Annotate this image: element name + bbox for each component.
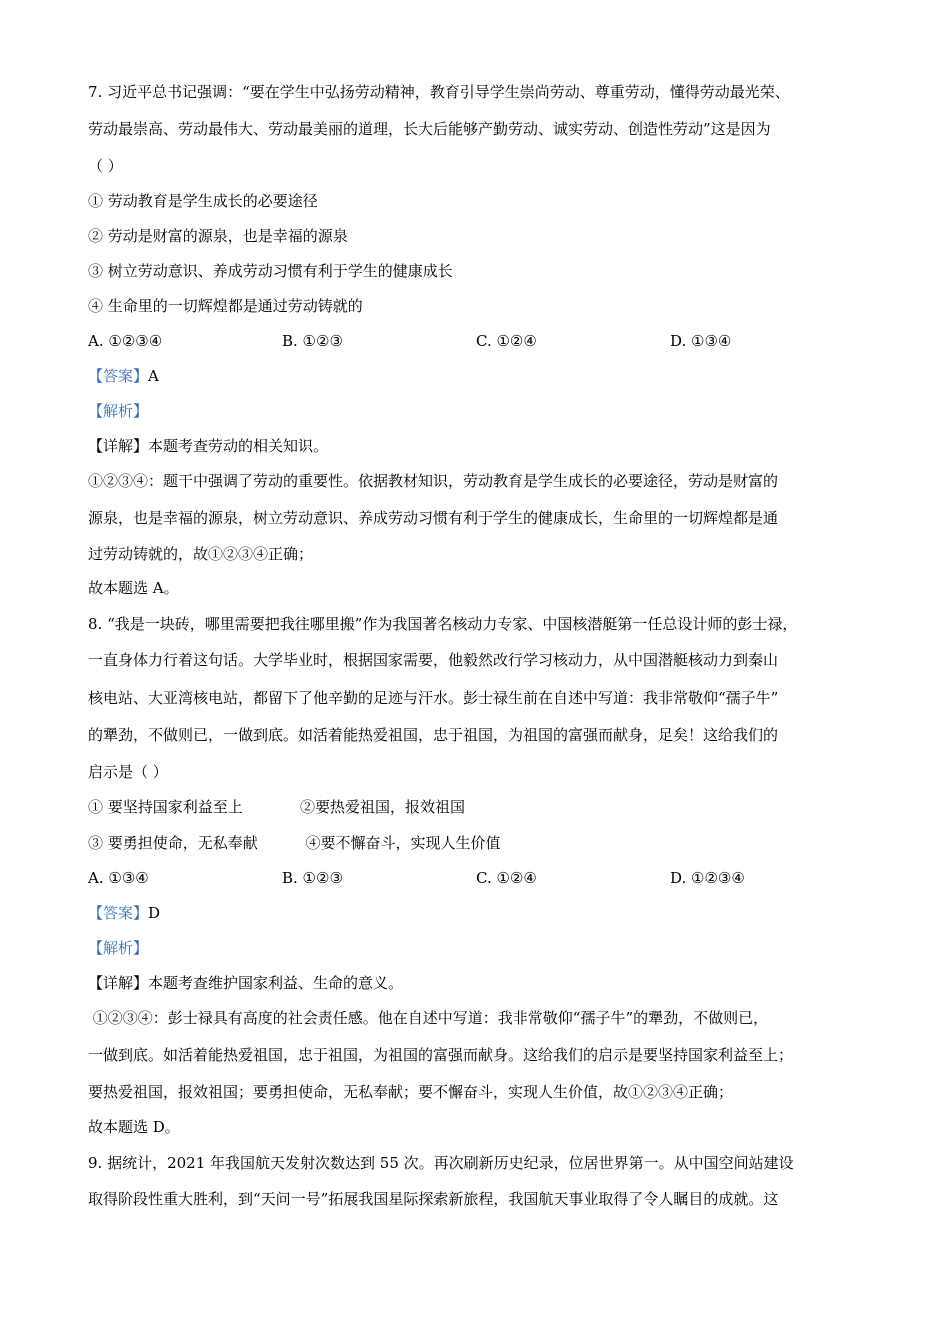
q7-statement-3: ③ 树立劳动意识、养成劳动习惯有利于学生的健康成长	[88, 262, 453, 280]
q8-detail-line-2: 一做到底。如活着能热爱祖国，忠于祖国，为祖国的富强而献身。这给我们的启示是要坚持国家利益至上；	[88, 1046, 794, 1064]
q7-option-c: C. ①②④	[476, 332, 537, 350]
q7-statement-4: ④ 生命里的一切辉煌都是通过劳动铸就的	[88, 297, 363, 315]
q8-stem-line-1: 8. “我是一块砖，哪里需要把我往哪里搬”作为我国著名核动力专家、中国核潜艇第一任总设计师的彭士禄，	[88, 615, 798, 633]
q7-analysis-heading	[88, 401, 148, 421]
answer-tag: 【答案】	[88, 367, 149, 385]
q8-answer	[88, 903, 160, 923]
q7-detail-intro	[88, 436, 328, 456]
detail-tag: 【详解】	[88, 974, 149, 992]
answer-value: A	[148, 367, 159, 385]
answer-value: D	[148, 904, 161, 922]
q9-stem-line-2: 取得阶段性重大胜利，到“天问一号”拓展我国星际探索新旅程，我国航天事业取得了令人瞩目的成就。这	[88, 1190, 779, 1208]
q8-option-a: A. ①③④	[88, 869, 149, 887]
q8-statement-row-1: ① 要坚持国家利益至上 ②要热爱祖国，报效祖国	[88, 798, 465, 816]
detail-intro-text: 本题考查维护国家利益、生命的意义。	[148, 974, 404, 992]
q7-detail-line-3: 过劳动铸就的，故①②③④正确；	[88, 545, 314, 563]
q8-statement-row-2: ③ 要勇担使命，无私奉献 ④要不懈奋斗，实现人生价值	[88, 834, 501, 852]
q7-detail-line-2: 源泉，也是幸福的源泉，树立劳动意识、养成劳动习惯有利于学生的健康成长，生命里的一切辉煌都是通	[88, 509, 779, 527]
q8-stem-line-2: 一直身体力行着这句话。大学毕业时，根据国家需要，他毅然改行学习核动力，从中国潜艇核动力到秦山	[88, 651, 779, 669]
q7-option-b: B. ①②③	[282, 332, 343, 350]
answer-tag: 【答案】	[88, 904, 149, 922]
q8-option-b: B. ①②③	[282, 869, 343, 887]
detail-intro-text: 本题考查劳动的相关知识。	[148, 437, 329, 455]
q7-option-a: A. ①②③④	[88, 332, 163, 350]
q7-stem-line-3: （ ）	[88, 157, 123, 175]
q8-stem-line-4: 的犟劲，不做则已，一做到底。如活着能热爱祖国，忠于祖国，为祖国的富强而献身，足矣！这给我们的	[88, 726, 779, 744]
q8-stem-line-5: 启示是（ ）	[88, 763, 168, 781]
q8-option-c: C. ①②④	[476, 869, 537, 887]
q8-detail-intro	[88, 973, 403, 993]
q7-stem-line-2: 劳动最崇高、劳动最伟大、劳动最美丽的道理，长大后能够产勤劳动、诚实劳动、创造性劳动”这是因为	[88, 120, 771, 138]
analysis-tag: 【解析】	[88, 402, 149, 420]
detail-tag: 【详解】	[88, 437, 149, 455]
analysis-tag: 【解析】	[88, 939, 149, 957]
q8-detail-line-1: ①②③④：彭士禄具有高度的社会责任感。他在自述中写道：我非常敬仰“孺子牛”的犟劲，不做则已，	[88, 1009, 769, 1027]
q7-conclusion: 故本题选 A。	[88, 579, 179, 597]
q7-answer	[88, 366, 159, 386]
q7-detail-line-1: ①②③④：题干中强调了劳动的重要性。依据教材知识，劳动教育是学生成长的必要途径，劳动是财富的	[88, 472, 779, 490]
q7-option-d: D. ①③④	[670, 332, 732, 350]
q7-statement-1: ① 劳动教育是学生成长的必要途径	[88, 192, 318, 210]
q8-stem-line-3: 核电站、大亚湾核电站，都留下了他辛勤的足迹与汗水。彭士禄生前在自述中写道：我非常敬仰“孺子牛”	[88, 689, 779, 707]
q7-stem-line-1: 7. 习近平总书记强调：“要在学生中弘扬劳动精神，教育引导学生崇尚劳动、尊重劳动，懂得劳动最光荣、	[88, 83, 790, 101]
q7-statement-2: ② 劳动是财富的源泉，也是幸福的源泉	[88, 227, 348, 245]
q9-stem-line-1: 9. 据统计，2021 年我国航天发射次数达到 55 次。再次刷新历史纪录，位居世界第一。从中国空间站建设	[88, 1154, 794, 1172]
q8-detail-line-3: 要热爱祖国，报效祖国；要勇担使命，无私奉献；要不懈奋斗，实现人生价值，故①②③④正确；	[88, 1083, 734, 1101]
q8-conclusion: 故本题选 D。	[88, 1118, 180, 1136]
q8-option-d: D. ①②③④	[670, 869, 745, 887]
q8-analysis-heading	[88, 938, 148, 958]
